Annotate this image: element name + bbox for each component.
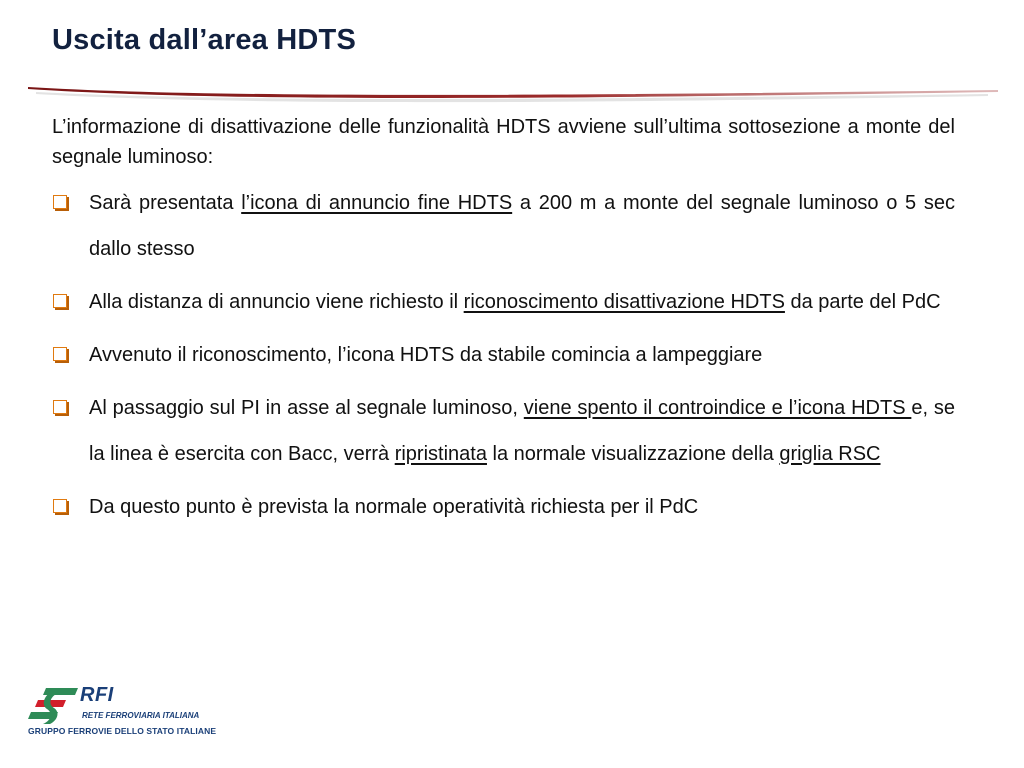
bullet-underlined-text: griglia RSC xyxy=(779,443,881,465)
bullet-underlined-text: viene spento il controindice e l’icona HDTS xyxy=(523,397,912,419)
bullet-item xyxy=(52,332,955,378)
bullet-underlined-text: l’icona di annuncio fine HDTS xyxy=(241,192,513,214)
bullet-text: la normale visualizzazione della xyxy=(486,443,780,465)
intro-paragraph: L’informazione di disattivazione delle funzionalità HDTS avviene sull’ultima sottosezione a monte del segnale luminoso: xyxy=(52,116,955,168)
bullet-item xyxy=(52,385,955,477)
logo-brand-text: RFI xyxy=(80,684,114,706)
rfi-logo xyxy=(26,684,226,740)
bullet-text: Da questo punto è prevista la normale operatività richiesta per il PdC xyxy=(89,496,699,518)
bullet-text: Al passaggio sul PI in asse al segnale luminoso, xyxy=(89,397,524,419)
bullet-list xyxy=(52,180,955,530)
bullet-text: e, se la linea è esercita con Bacc, verrà xyxy=(89,397,955,465)
bullet-text: Sarà presentata xyxy=(89,192,242,214)
checkbox-icon xyxy=(53,499,67,513)
checkbox-icon xyxy=(53,294,67,308)
bullet-text: da parte del PdC xyxy=(784,291,941,313)
slide-content xyxy=(52,112,955,537)
checkbox-icon xyxy=(53,400,67,414)
bullet-text: a 200 m a monte del segnale luminoso o 5 sec dallo stesso xyxy=(89,192,956,260)
logo-subtitle: RETE FERROVIARIA ITALIANA xyxy=(82,711,200,720)
slide-title: Uscita dall’area HDTS xyxy=(52,24,356,56)
bullet-underlined-text: ripristinata xyxy=(394,443,487,465)
logo-group-text: GRUPPO FERROVIE DELLO STATO ITALIANE xyxy=(28,726,217,736)
bullet-underlined-text: riconoscimento disattivazione HDTS xyxy=(463,291,785,313)
bullet-item xyxy=(52,484,955,530)
title-divider-swoosh xyxy=(28,80,998,104)
bullet-item xyxy=(52,279,955,325)
checkbox-icon xyxy=(53,347,67,361)
checkbox-icon xyxy=(53,195,67,209)
bullet-item xyxy=(52,180,955,272)
bullet-text: Alla distanza di annuncio viene richiesto il xyxy=(89,291,464,313)
bullet-text: Avvenuto il riconoscimento, l’icona HDTS da stabile comincia a lampeggiare xyxy=(89,344,763,366)
fs-logo-icon xyxy=(26,684,86,728)
